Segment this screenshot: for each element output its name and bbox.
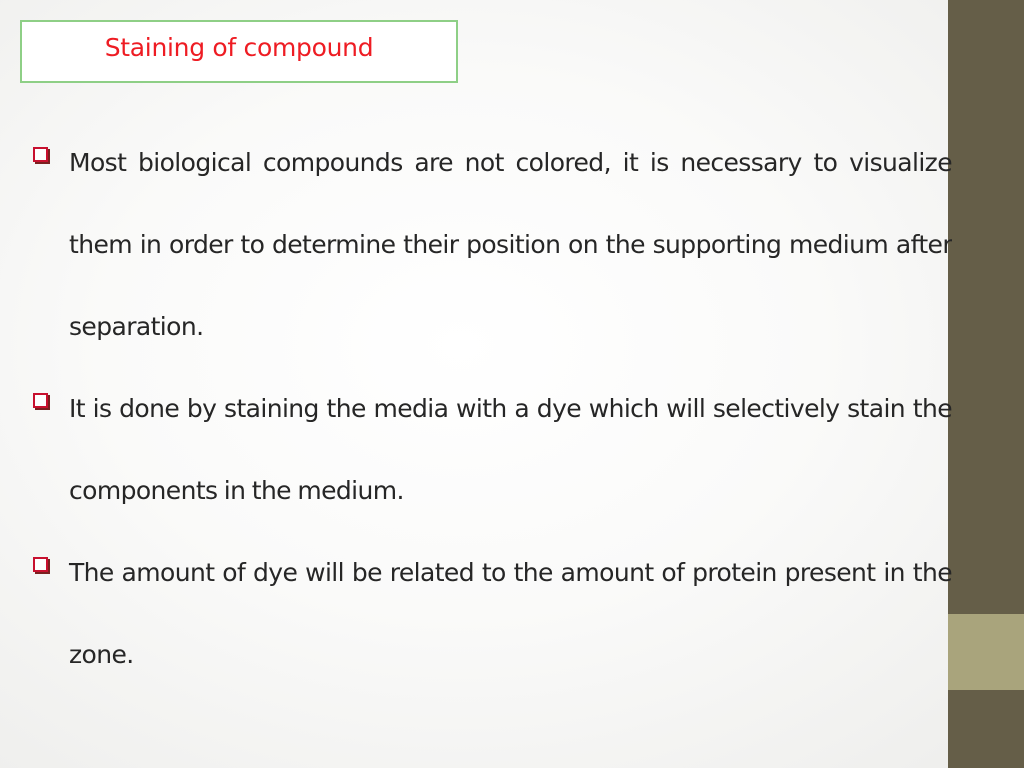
bullet-list xyxy=(33,122,952,696)
list-item xyxy=(33,532,952,696)
list-item xyxy=(33,122,952,368)
bullet-text: Most biological compounds are not colored, it is necessary to visualize them in order to determine their position on the supporting medium after separation. xyxy=(69,148,952,341)
bullet-text: It is done by staining the media with a dye which will selectively stain the components in the medium. xyxy=(69,394,952,505)
checkbox-bullet-icon xyxy=(33,393,48,408)
checkbox-bullet-icon xyxy=(33,147,48,162)
slide-title: Staining of compound xyxy=(104,33,374,62)
sidebar-band xyxy=(948,0,1024,768)
bullet-text: The amount of dye will be related to the amount of protein present in the zone. xyxy=(69,558,952,669)
sidebar-accent-block xyxy=(948,614,1024,690)
checkbox-bullet-icon xyxy=(33,557,48,572)
slide-title-box xyxy=(20,20,458,83)
list-item xyxy=(33,368,952,532)
